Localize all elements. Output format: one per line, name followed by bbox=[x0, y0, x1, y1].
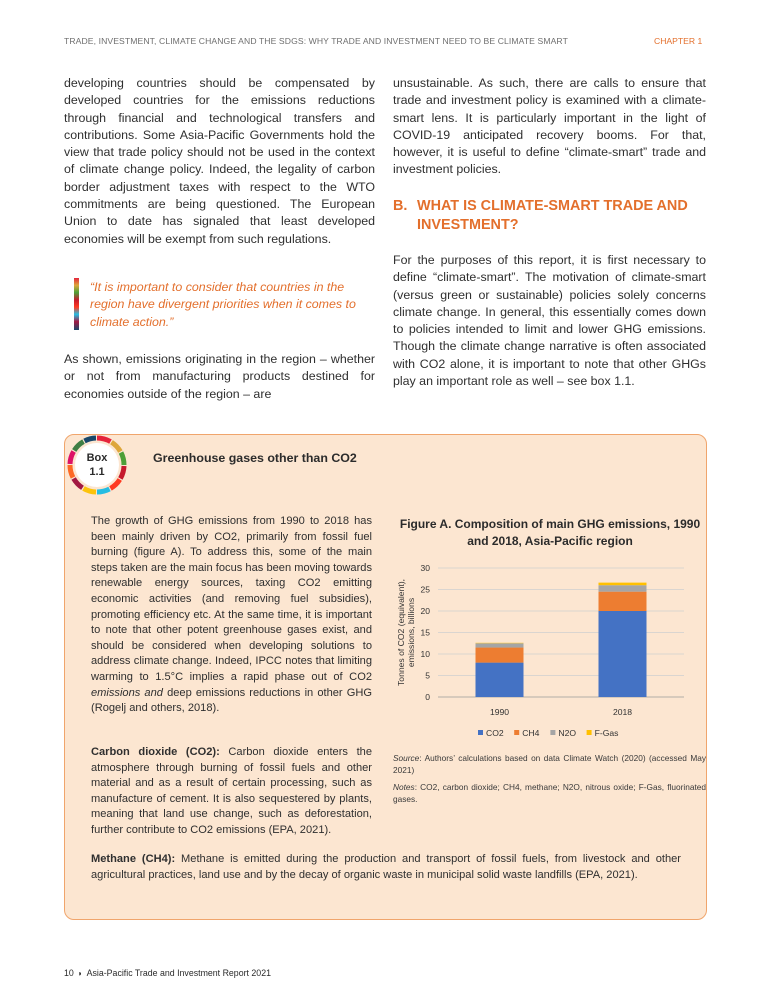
paragraph: For the purposes of this report, it is first necessary to define “climate-smart”. The motivation of climate-smart (versus green or sustainable) policies solely concerns climate change. In general, this essentially comes down to policies intended to limit and lower GHG emissions. Though the climate change narrative is often associated with CO2 alone, it is important to note that other GHGs play an important role as well – see box 1.1. bbox=[393, 253, 706, 389]
y-tick-label: 25 bbox=[420, 584, 430, 595]
y-tick-label: 0 bbox=[425, 692, 430, 702]
page-marker-icon: ◗ bbox=[77, 969, 83, 978]
quote-color-bar bbox=[74, 278, 79, 330]
paragraph: As shown, emissions originating in the region – whether or not from manufacturing products destined for economies outside of the region – are bbox=[64, 352, 375, 401]
bar-segment-ch4 bbox=[599, 592, 647, 611]
text: Methane is emitted during the production and transport of fossil fuels, from livestock and other agricultural practices, land use and by the decay of organic waste in municipal solid waste landfills (EPA, 2021). bbox=[91, 853, 682, 881]
right-column bbox=[393, 75, 706, 179]
notes-text: : CO2, carbon dioxide; CH4, methane; N2O, nitrous oxide; F-Gas, fluorinated gases. bbox=[393, 782, 706, 805]
notes-label: Notes bbox=[393, 782, 415, 792]
x-tick-label: 2018 bbox=[612, 707, 633, 717]
figure-title: Figure A. Composition of main GHG emissions, 1990 and 2018, Asia-Pacific region bbox=[399, 517, 701, 548]
box-title: Greenhouse gases other than CO2 bbox=[153, 451, 357, 465]
running-header: TRADE, INVESTMENT, CLIMATE CHANGE AND THE SDGS: WHY TRADE AND INVESTMENT NEED TO BE CLIMATE SMART bbox=[64, 36, 568, 46]
y-axis-label-line: Tonnes of CO2 (equivalent), bbox=[396, 578, 406, 687]
bar-segment-n2o bbox=[476, 643, 524, 647]
paragraph: unsustainable. As such, there are calls to ensure that trade and investment policy is examined with a climate-smart lens. It is particularly important in the light of COVID-19 anticipated recovery booms. For that, however, it is useful to define “climate-smart” trade and investment policies. bbox=[393, 76, 706, 177]
text-emphasis: emissions and bbox=[91, 686, 163, 699]
box-paragraph-ch4 bbox=[91, 852, 681, 883]
box-number: 1.1 bbox=[89, 466, 105, 478]
paragraph: developing countries should be compensated by developed countries for the emissions reductions through financial and technological transfers and contributions. Some Asia-Pacific Governments hold the view that trade policy should not be used in the context of climate change policy. Indeed, the legality of carbon border adjustment taxes with respect to the WTO commitments are being questioned. The European Union to date has signaled that least developed economies will be exempt from such regulations. bbox=[64, 76, 375, 246]
source-text: : Authors’ calculations based on data Climate Watch (2020) (accessed May 2021) bbox=[393, 753, 706, 776]
chapter-label: CHAPTER 1 bbox=[654, 36, 703, 46]
bar-segment-fgas bbox=[599, 583, 647, 586]
bar-segment-co2 bbox=[476, 663, 524, 697]
y-tick-label: 10 bbox=[420, 649, 430, 659]
stacked-bar-chart bbox=[392, 556, 706, 746]
y-tick-label: 15 bbox=[420, 627, 430, 638]
text: Carbon dioxide enters the atmosphere through burning of fossil fuels and other material and as a result of certain processing, such as manufacture of cement. It is also sequestered by plants, meaning that land use change, such as deforestation, further contribute to CO2 emissions (EPA, 2021). bbox=[91, 746, 372, 836]
right-column-continued bbox=[393, 252, 706, 390]
legend-label: CH4 bbox=[522, 728, 540, 738]
figure-source bbox=[393, 752, 706, 777]
legend-label: N2O bbox=[558, 728, 577, 738]
box-badge bbox=[67, 435, 127, 495]
y-tick-label: 5 bbox=[425, 670, 430, 681]
y-axis-label bbox=[396, 579, 416, 686]
figure-notes bbox=[393, 781, 706, 806]
page-number: 10 bbox=[64, 968, 74, 978]
pull-quote bbox=[74, 276, 379, 330]
bar-segment-co2 bbox=[599, 611, 647, 697]
quote-text: “It is important to consider that countries in the region have divergent priorities when it comes to climate action.” bbox=[90, 280, 356, 329]
legend-swatch bbox=[550, 730, 555, 735]
legend-swatch bbox=[587, 730, 592, 735]
bar-segment-n2o bbox=[599, 585, 647, 591]
y-axis-label-line: emissions, billions bbox=[406, 597, 416, 668]
box-paragraph-co2 bbox=[91, 745, 372, 839]
box-label: Box bbox=[86, 452, 108, 464]
text: The growth of GHG emissions from 1990 to 2018 has been mainly driven by CO2, primarily from fossil fuel burning (figure A). To address this, some of the main steps taken are the main focus has been moving towards renewable energy sources, taxing CO2 emitting economic activities (and removing fuel subsidies), promoting efficiency etc. At the same time, it is important to note that other potent greenhouse gases exist, and should be considered when developing solutions to address climate change. Indeed, IPCC notes that limiting warming to 1.5°C implies a rapid phase out of CO2 bbox=[91, 515, 372, 683]
y-tick-label: 20 bbox=[420, 606, 430, 616]
sdg-ring-icon bbox=[67, 435, 127, 495]
legend-swatch bbox=[514, 730, 519, 735]
report-title: Asia-Pacific Trade and Investment Report 2021 bbox=[86, 968, 271, 978]
y-tick-label: 30 bbox=[420, 563, 430, 573]
source-label: Source bbox=[393, 753, 420, 763]
text: deep emissions reductions in other GHG (Rogelj and others, 2018). bbox=[91, 686, 372, 715]
page-footer bbox=[64, 968, 271, 978]
term-co2: Carbon dioxide (CO2): bbox=[91, 746, 220, 758]
term-ch4: Methane (CH4): bbox=[91, 853, 176, 865]
bar-segment-ch4 bbox=[476, 648, 524, 663]
section-title: WHAT IS CLIMATE-SMART TRADE AND INVESTMENT? bbox=[417, 198, 688, 233]
left-column bbox=[64, 75, 375, 248]
section-letter: B. bbox=[393, 198, 408, 214]
legend-label: CO2 bbox=[486, 728, 504, 738]
left-column-continued bbox=[64, 351, 375, 403]
legend-swatch bbox=[478, 730, 483, 735]
x-tick-label: 1990 bbox=[489, 707, 510, 717]
box-paragraph-1 bbox=[91, 514, 372, 717]
legend-label: F-Gas bbox=[594, 728, 619, 738]
